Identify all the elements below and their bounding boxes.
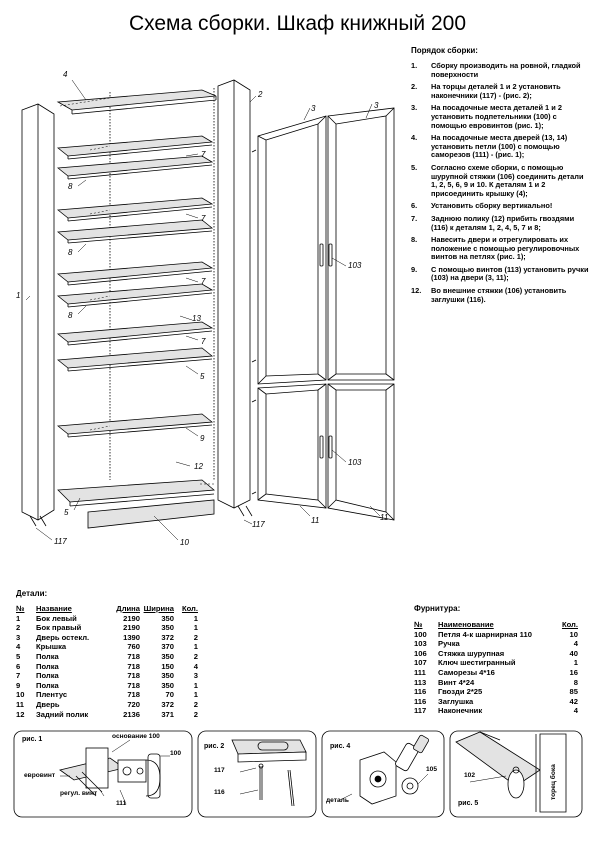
figure-label: основание 100 (112, 733, 160, 740)
table-row: 103 Ручка 4 (414, 639, 578, 649)
table-row: 9 Полка 718 350 1 (16, 680, 198, 690)
column-header: № (16, 604, 25, 613)
step-item: 7. Заднюю полику (12) прибить гвоздями (116) к деталям 1, 2, 4, 5, 7 и 8; (411, 213, 575, 232)
diagram-label: 5 (64, 508, 69, 517)
table-row: 117 Наконечник 4 (414, 706, 578, 716)
column-header: Кол. (181, 604, 198, 613)
diagram-label: 3 (374, 101, 379, 110)
figure-label: торец бока (550, 764, 557, 800)
parts-heading: Детали: (16, 589, 48, 598)
figure-label: 111 (116, 800, 127, 807)
table-row: 3 Дверь остекл. 1390 372 2 (16, 632, 198, 642)
table-row: 116 Заглушка 42 (414, 696, 578, 706)
table-row: 5 Полка 718 350 2 (16, 651, 198, 661)
table-row: 7 Полка 718 350 3 (16, 671, 198, 681)
table-row: 10 Плентус 718 70 1 (16, 690, 198, 700)
figure-label: 100 (170, 750, 182, 757)
diagram-label: 1 (16, 291, 21, 300)
table-row: 12 Задний полик 2136 371 2 (16, 709, 198, 719)
figure-caption: рис. 5 (458, 800, 479, 807)
step-item: 2. На торцы деталей 1 и 2 установить наконечники (117) - (рис. 2); (411, 82, 561, 100)
figure-label: 102 (464, 772, 476, 779)
step-item: 3. На посадочные места деталей 1 и 2 установить подпетельники (100) с помощью евровинтов (рис. 1); (411, 103, 562, 130)
diagram-label: 8 (68, 311, 73, 320)
step-item: 4. На посадочные места дверей (13, 14) установить петли (100) с помощью саморезов (111) - (рис. 1); (411, 133, 568, 160)
diagram-label: 103 (348, 458, 362, 467)
diagram-label: 11 (380, 513, 389, 522)
column-header: Длина (116, 604, 140, 613)
table-row: 113 Винт 4*24 8 (414, 677, 578, 687)
figure-caption: рис. 4 (330, 743, 351, 750)
diagram-label: 7 (201, 337, 206, 346)
diagram-label: 13 (192, 314, 201, 323)
diagram-label: 8 (68, 182, 73, 191)
step-item: 5. Согласно схеме сборки, с помощью шурупной стяжки (106) соединить детали 1, 2, 5, 6, 9 и 10. К деталям 1 и 2 присоединить крышку (4); (411, 162, 584, 198)
diagram-label: 5 (200, 372, 205, 381)
diagram-label: 4 (63, 70, 68, 79)
figure-caption: рис. 1 (22, 736, 43, 743)
figure-caption: рис. 2 (204, 743, 225, 750)
diagram-label: 7 (201, 277, 206, 286)
figure-label: регул. винт (60, 790, 98, 797)
step-item: 6. Установить сборку вертикально! (411, 201, 553, 211)
figure-label: евровинт (24, 772, 56, 779)
diagram-label: 9 (200, 434, 205, 443)
step-item: 8. Навесить двери и отрегулировать их положение с помощью регулировочных винтов на петлях (рис. 1); (411, 235, 580, 262)
steps-heading: Порядок сборки: (411, 46, 478, 55)
table-row: 106 Стяжка шурупная 40 (414, 648, 578, 658)
diagram-label: 12 (194, 462, 203, 471)
column-header: Ширина (143, 604, 174, 613)
table-row: 11 Дверь 720 372 2 (16, 699, 198, 709)
step-item: 12. Во внешние стяжки (106) установить заглушки (116). (411, 286, 567, 304)
diagram-label: 7 (201, 150, 206, 159)
diagram-label: 117 (54, 537, 67, 546)
figure-label: 116 (214, 789, 225, 796)
table-row: 100 Петля 4-к шарнирная 110 10 (414, 629, 578, 639)
column-header: Наименование (438, 620, 494, 629)
table-row: 2 Бок правый 2190 350 1 (16, 623, 198, 633)
figure-label: 105 (426, 766, 438, 773)
diagram-label: 7 (201, 214, 206, 223)
page-title: Схема сборки. Шкаф книжный 200 (128, 12, 467, 35)
column-header: № (414, 620, 423, 629)
fittings-heading: Фурнитура: (414, 604, 461, 613)
diagram-label: 2 (258, 90, 263, 99)
column-header: Кол. (561, 620, 578, 629)
diagram-label: 11 (311, 516, 320, 525)
table-row: 111 Саморезы 4*16 16 (414, 667, 578, 677)
table-row: 1 Бок левый 2190 350 1 (16, 613, 198, 623)
step-item: 9. С помощью винтов (113) установить ручки (103) на двери (3, 11); (411, 264, 589, 283)
diagram-label: 8 (68, 248, 73, 257)
table-row: 107 Ключ шестигранный 1 (414, 658, 578, 668)
figure-label: деталь (326, 797, 349, 804)
diagram-label: 3 (311, 104, 316, 113)
column-header: Название (36, 604, 72, 613)
diagram-label: 103 (348, 261, 362, 270)
table-row: 116 Гвозди 2*25 85 (414, 687, 578, 697)
step-item: 1. Сборку производить на ровной, гладкой поверхности (411, 61, 581, 79)
diagram-label: 117 (252, 520, 265, 529)
table-row: 6 Полка 718 150 4 (16, 661, 198, 671)
figure-label: 117 (214, 767, 225, 774)
diagram-label: 10 (180, 538, 189, 547)
table-row: 4 Крышка 760 370 1 (16, 642, 198, 652)
